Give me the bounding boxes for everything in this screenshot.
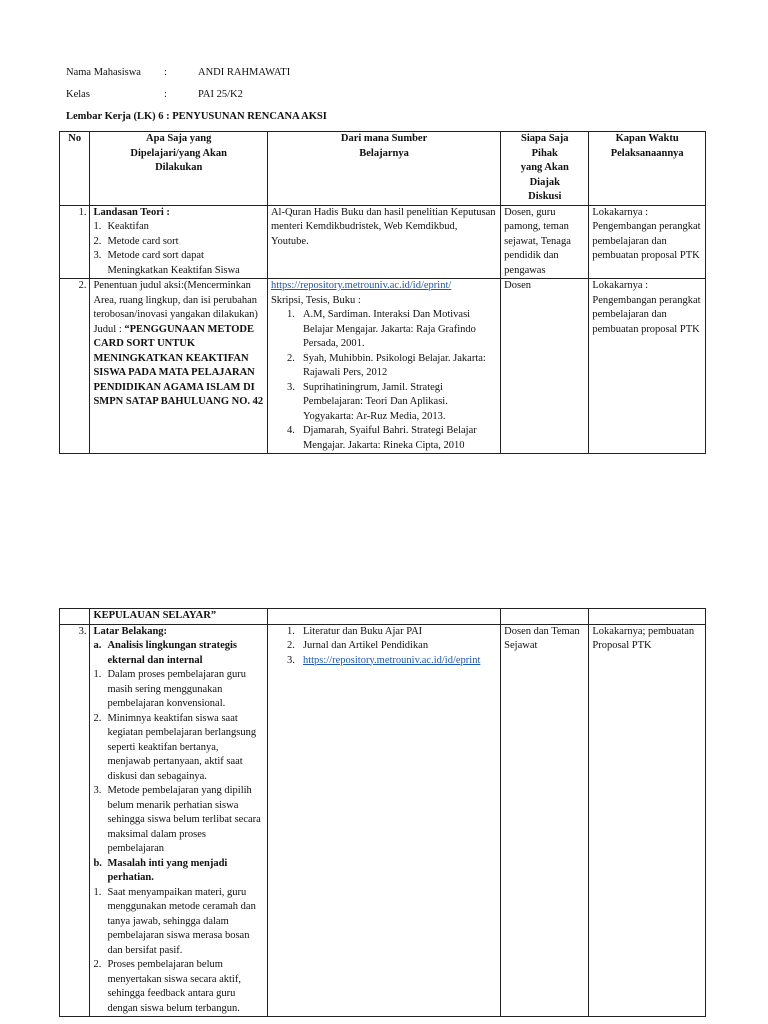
cell-siapa: Dosen, guru pamong, teman sejawat, Tenaga pendidik dan pengawas	[501, 205, 589, 279]
cell-dari	[267, 624, 500, 1017]
cell-siapa: Dosen	[501, 279, 589, 454]
colon: :	[164, 67, 167, 78]
list-item: 3. Metode pembelajaran yang dipilih belum menarik perhatian siswa sehingga siswa belum terlibat secara maksimal dalam proses pembelajaran	[93, 785, 261, 854]
cell-dari: Al-Quran Hadis Buku dan hasil penelitian Keputusan menteri Kemdikbudristek, Web Kemdikbud, Youtube.	[267, 205, 500, 279]
row-number: 2.	[60, 279, 90, 454]
sub-a-title: a. Analisis lingkungan strategis ekternal dan internal	[93, 640, 237, 666]
colon: :	[164, 89, 167, 100]
header-dari: Dari mana Sumber Belajarnya	[267, 132, 500, 206]
nama-mahasiswa-row	[66, 66, 290, 81]
header-apa: Apa Saja yang Dipelajari/yang Akan Dilakukan	[90, 132, 268, 206]
cell-siapa: Dosen dan Teman Sejawat	[501, 624, 589, 1017]
kelas-row	[66, 88, 243, 103]
list-item: 3. Metode card sort dapat Meningkatkan Keaktifan Siswa	[93, 250, 240, 276]
list-item: 1. Dalam proses pembelajaran guru masih sering menggunakan pembelajaran konvensional.	[93, 669, 246, 709]
table-row	[60, 279, 706, 454]
judul: Judul : “PENGGUNAAN METODE CARD SORT UNTUK MENINGKATKAN KEAKTIFAN SISWA PADA MATA PELAJARAN PENDIDIKAN AGAMA ISLAM DI SMPN SATAP BAHULUANG NO. 42	[93, 323, 264, 407]
repository-link[interactable]: https://repository.metrouniv.ac.id/id/eprint/	[270, 280, 452, 291]
list	[93, 668, 264, 857]
list-item: 1. Literatur dan Buku Ajar PAI	[286, 625, 423, 637]
list-item: 3. https://repository.metrouniv.ac.id/id/eprint	[286, 654, 481, 666]
list-item: 1. Keaktifan	[93, 221, 149, 232]
header-no: No	[60, 132, 90, 206]
cell-subtitle: Skripsi, Tesis, Buku :	[270, 294, 361, 306]
cell-title: Latar Belakang:	[93, 625, 168, 637]
reference-list	[271, 308, 497, 453]
cell-apa	[90, 279, 268, 454]
list-item: 2. Jurnal dan Artikel Pendidikan	[286, 640, 429, 651]
reference-list	[271, 625, 497, 669]
header-kapan: Kapan Waktu Pelaksanaannya	[589, 132, 706, 206]
list	[93, 886, 264, 1017]
judul-text: “PENGGUNAAN METODE CARD SORT UNTUK MENINGKATKAN KEAKTIFAN SISWA PADA MATA PELAJARAN PENDIDIKAN AGAMA ISLAM DI SMPN SATAP BAHULUANG NO. 42	[93, 323, 264, 407]
lembar-kerja-table-continued	[59, 608, 706, 1017]
list-item: 2. Proses pembelajaran belum menyertakan siswa secara aktif, sehingga feedback antara guru dengan siswa belum terbangun.	[93, 959, 241, 1014]
table-row	[60, 609, 706, 625]
lembar-kerja-table	[59, 131, 706, 454]
list-item: 1. Saat menyampaikan materi, guru menggunakan metode ceramah dan tanya jawab, sehingga dalam pembelajaran siswa merasa bosan dan bersifat pasif.	[93, 886, 256, 956]
nama-value: ANDI RAHMAWATI	[198, 67, 291, 78]
list-item: 3. Suprihatiningrum, Jamil. Strategi Pembelajaran: Teori Dan Aplikasi. Yogyakarta: Ar-Ruz Media, 2013.	[286, 381, 448, 422]
cell-dari	[267, 279, 500, 454]
list-item: 1. A.M, Sardiman. Interaksi Dan Motivasi Belajar Mengajar. Jakarta: Raja Grafindo Persada, 2001.	[286, 309, 476, 349]
nama-label: Nama Mahasiswa	[66, 67, 141, 78]
document-title: Lembar Kerja (LK) 6 : PENYUSUNAN RENCANA AKSI	[66, 111, 327, 122]
list-item: 4. Djamarah, Syaiful Bahri. Strategi Belajar Mengajar. Jakarta: Rineka Cipta, 2010	[286, 425, 477, 451]
row-number: 3.	[60, 624, 90, 1017]
repository-link[interactable]: https://repository.metrouniv.ac.id/id/eprint	[302, 654, 481, 666]
kelas-value: PAI 25/K2	[198, 89, 243, 100]
cell-kapan: Lokakarnya : Pengembangan perangkat pembelajaran dan pembuatan proposal PTK	[589, 205, 706, 279]
cell-kapan: Lokakarnya : Pengembangan perangkat pembelajaran dan pembuatan proposal PTK	[589, 279, 706, 454]
sub-b-title: b. Masalah inti yang menjadi perhatian.	[93, 857, 228, 883]
header-siapa: Siapa Saja Pihak yang Akan Diajak Diskusi	[501, 132, 589, 206]
row-number: 1.	[60, 205, 90, 279]
list	[93, 220, 264, 278]
list-item: 2. Minimnya keaktifan siswa saat kegiatan pembelajaran berlangsung seperti keaktifan bertanya, menjawab pertanyaan, aktif saat diskusi dan sebagainya.	[93, 712, 257, 782]
continued-text: KEPULAUAN SELAYAR”	[90, 609, 268, 625]
cell-apa	[90, 205, 268, 279]
kelas-label: Kelas	[66, 89, 90, 100]
table-header-row	[60, 132, 706, 206]
cell-apa	[90, 624, 268, 1017]
cell-intro: Penentuan judul aksi:(Mencerminkan Area, ruang lingkup, dan isi perubahan terobosan/inovasi yangakan dilakukan)	[93, 280, 258, 320]
list-item: 2. Syah, Muhibbin. Psikologi Belajar. Jakarta: Rajawali Pers, 2012	[286, 352, 486, 378]
table-row	[60, 205, 706, 279]
list-item: 2. Metode card sort	[93, 235, 179, 247]
cell-kapan: Lokakarnya; pembuatan Proposal PTK	[589, 624, 706, 1017]
cell-title: Landasan Teori :	[93, 206, 170, 218]
table-row	[60, 624, 706, 1017]
